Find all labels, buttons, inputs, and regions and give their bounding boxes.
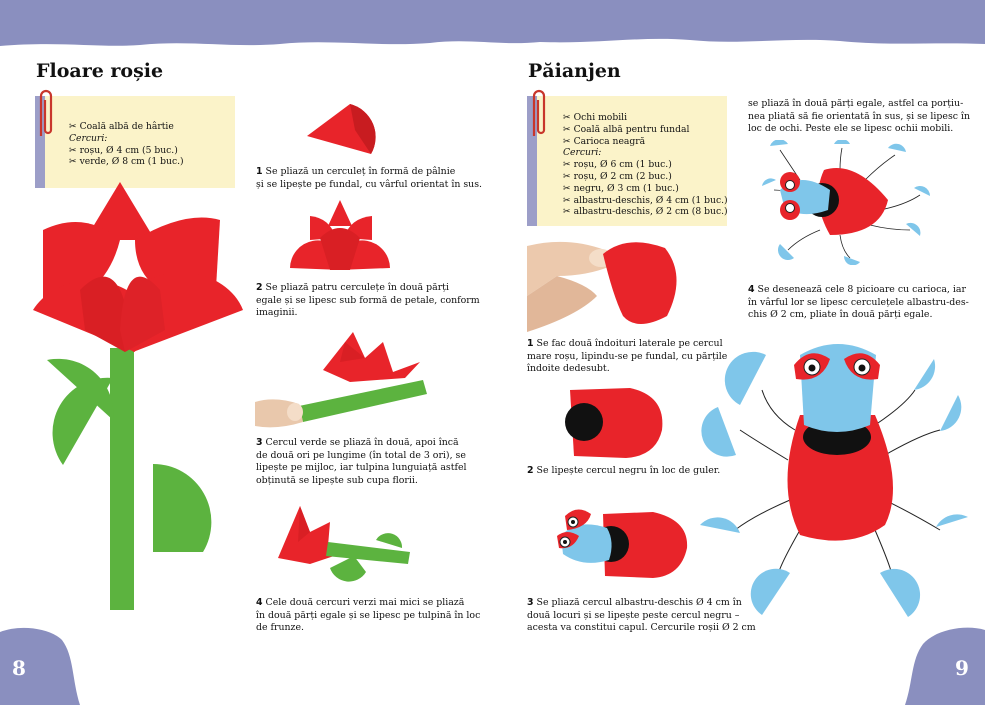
step-line: Se desenează cele 8 picioare cu carioca, iar [757,284,966,295]
step-number: 2 [527,465,534,476]
step-line: Cercul verde se pliază în două, apoi încă [265,437,459,448]
step-line: îndoite dedesubt. [527,363,610,375]
page-title: Floare roșie [36,60,164,82]
paperclip-icon [33,86,57,142]
step-line: Se pliază un cerculeț în formă de pâlnie [265,166,456,177]
materials-note [537,96,727,226]
step-line: de două ori pe lungime (în total de 3 ori), se [256,449,466,461]
step-number: 4 [748,284,755,295]
material-item: ✂ Ochi mobili [563,112,628,123]
spider-final-illustration [700,335,975,625]
step4-leaves-illustration [270,502,420,594]
step-text [256,282,486,320]
material-item: ✂ albastru-deschis, Ø 4 cm (1 buc.) [563,194,728,206]
step3-head-illustration [553,502,693,582]
step-number: 1 [527,338,534,349]
step-line: Se fac două îndoituri laterale pe cercul [536,338,723,349]
step-text [256,597,486,635]
step-line: în două părți egale și se lipesc pe tulpină în loc [256,609,481,621]
step-line: egale și se lipesc sub formă de petale, conform [256,294,480,306]
material-item: ✂ Coală albă de hârtie [69,121,174,132]
step-line: nea pliată să fie orientată în sus, și se lipesc în [748,110,971,122]
page-number: 8 [12,656,26,680]
step-line: Se pliază cercul albastru-deschis Ø 4 cm în [536,597,742,608]
material-item: ✂ Carioca neagră [563,135,646,147]
paperclip-icon [526,86,550,142]
step-number: 4 [256,597,263,608]
material-item: ✂ negru, Ø 3 cm (1 buc.) [563,182,679,194]
step1-funnel-illustration [305,100,385,160]
step-line: loc de ochi. Peste ele se lipesc ochii mobili. [748,123,954,135]
step-line: Se pliază patru cerculețe în două părți [265,282,449,293]
material-item: ✂ verde, Ø 8 cm (1 buc.) [69,156,184,168]
page-title: Păianjen [528,60,621,82]
step-line: în vârful lor se lipesc cerculețele albastru-des- [748,296,969,308]
step-text [748,98,978,136]
step-line: acesta va constitui capul. Cercurile roșii Ø 2 cm [527,622,756,634]
material-heading: Cercuri: [69,132,108,144]
step-line: imaginii. [256,307,298,319]
step-text [748,284,978,322]
step-line: obținută se lipește sub cupa florii. [256,474,418,486]
step-line: lipește pe mijloc, iar tulpina lunguiață astfel [256,462,467,474]
step-line: două locuri și se lipește peste cercul negru – [527,609,740,621]
step-line: chis Ø 2 cm, pliate în două părți egale. [748,309,933,321]
page-number: 9 [955,656,969,680]
step-line: mare roșu, lipindu-se pe fundal, cu părțile [527,350,728,362]
materials-note [45,96,235,188]
step-number: 3 [256,437,263,448]
step-line: de frunze. [256,622,305,634]
page-number-blob [905,620,985,705]
step-number: 2 [256,282,263,293]
step2-collar-illustration [560,386,670,461]
step-line: și se lipește pe fundal, cu vârful orientat în sus. [256,178,482,190]
step2-petals-illustration [290,198,390,270]
step-text [256,166,486,191]
material-item: ✂ roșu, Ø 2 cm (2 buc.) [563,170,672,182]
step3-stem-illustration [255,322,435,432]
step-text [256,437,486,487]
step-number: 1 [256,166,263,177]
step-line: Se lipește cercul negru în loc de guler. [536,465,721,476]
material-heading: Cercuri: [563,147,602,159]
material-item: ✂ roșu, Ø 4 cm (5 buc.) [69,144,178,156]
red-flower-illustration [25,180,255,620]
material-item: ✂ Coală albă pentru fundal [563,123,690,135]
spider-legs-step-illustration [760,140,960,265]
step-line: se pliază în două părți egale, astfel ca porțiu- [748,98,964,109]
material-item: ✂ albastru-deschis, Ø 2 cm (8 buc.) [563,206,728,218]
step1-hand-illustration [527,236,697,336]
top-decorative-band [0,0,985,48]
material-item: ✂ roșu, Ø 6 cm (1 buc.) [563,159,672,171]
step-number: 3 [527,597,534,608]
step-line: Cele două cercuri verzi mai mici se pliază [265,597,465,608]
